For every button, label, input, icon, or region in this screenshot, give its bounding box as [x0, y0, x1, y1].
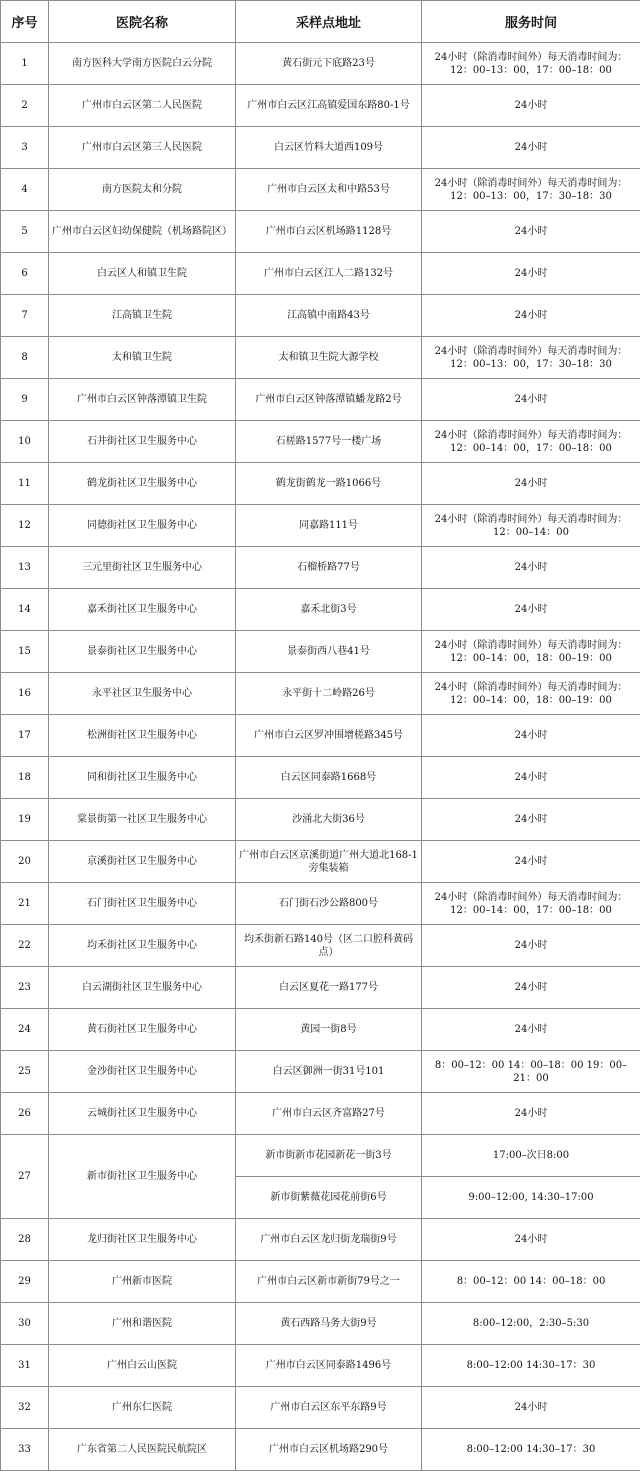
service-hours: 24小时 [422, 841, 640, 883]
sampling-address: 江高镇中南路43号 [236, 295, 422, 337]
sampling-address: 均禾街新石路140号（区二口腔科黄码点） [236, 925, 422, 967]
hospital-name: 广东省第二人民医院民航院区 [49, 1429, 236, 1471]
table-row [1, 421, 640, 463]
table-row [1, 211, 640, 253]
service-hours: 24小时 [422, 799, 640, 841]
sampling-address: 广州市白云区机场路290号 [236, 1429, 422, 1471]
table-row [1, 463, 640, 505]
hospital-name: 广州东仁医院 [49, 1387, 236, 1429]
hospital-name: 金沙街社区卫生服务中心 [49, 1051, 236, 1093]
row-index: 12 [1, 505, 49, 547]
service-hours: 24小时 [422, 379, 640, 421]
hospital-name: 均禾街社区卫生服务中心 [49, 925, 236, 967]
service-hours: 17:00–次日8:00 [422, 1135, 640, 1177]
sampling-address: 广州市白云区东平东路9号 [236, 1387, 422, 1429]
hospital-name: 广州白云山医院 [49, 1345, 236, 1387]
hospital-name: 棠景街第一社区卫生服务中心 [49, 799, 236, 841]
row-index: 7 [1, 295, 49, 337]
hospital-name: 江高镇卫生院 [49, 295, 236, 337]
service-hours: 24小时 [422, 253, 640, 295]
hospital-name: 广州市白云区钟落潭镇卫生院 [49, 379, 236, 421]
sampling-address: 广州市白云区太和中路53号 [236, 169, 422, 211]
table-row [1, 1345, 640, 1387]
service-hours: 24小时（除消毒时间外）每天消毒时间为：12：00–14：00，18：00–19：00 [422, 631, 640, 673]
sampling-address: 白云区御洲一街31号101 [236, 1051, 422, 1093]
sampling-address: 石门街石沙公路800号 [236, 883, 422, 925]
service-hours: 24小时（除消毒时间外）每天消毒时间为：12：00–13：00，17：00–18：00 [422, 43, 640, 85]
row-index: 11 [1, 463, 49, 505]
row-index: 13 [1, 547, 49, 589]
hospital-name: 龙归街社区卫生服务中心 [49, 1219, 236, 1261]
header-service-hours: 服务时间 [422, 1, 640, 43]
sampling-address: 广州市白云区齐富路27号 [236, 1093, 422, 1135]
table-row [1, 505, 640, 547]
header-sampling-address: 采样点地址 [236, 1, 422, 43]
table-row [1, 589, 640, 631]
hospital-name: 云城街社区卫生服务中心 [49, 1093, 236, 1135]
sampling-address: 黄石西路马务大街9号 [236, 1303, 422, 1345]
service-hours: 8:00–12:00，2:30–5:30 [422, 1303, 640, 1345]
table-body [1, 43, 640, 1471]
service-hours: 24小时（除消毒时间外）每天消毒时间为：12：00–14：00，17：00–18：00 [422, 883, 640, 925]
row-index: 23 [1, 967, 49, 1009]
table-row [1, 1261, 640, 1303]
service-hours: 24小时 [422, 127, 640, 169]
hospital-name: 新市街社区卫生服务中心 [49, 1135, 236, 1219]
sampling-address: 广州市白云区钟落潭镇蟠龙路2号 [236, 379, 422, 421]
table-row [1, 1387, 640, 1429]
table-row [1, 379, 640, 421]
row-index: 4 [1, 169, 49, 211]
table-row [1, 631, 640, 673]
row-index: 27 [1, 1135, 49, 1219]
row-index: 25 [1, 1051, 49, 1093]
hospital-name: 南方医院太和分院 [49, 169, 236, 211]
service-hours: 24小时 [422, 589, 640, 631]
row-index: 21 [1, 883, 49, 925]
row-index: 8 [1, 337, 49, 379]
sampling-address: 黄园一街8号 [236, 1009, 422, 1051]
service-hours: 8:00–12:00 14:30–17：30 [422, 1429, 640, 1471]
sampling-address: 黄石街元下底路23号 [236, 43, 422, 85]
hospital-name: 黄石街社区卫生服务中心 [49, 1009, 236, 1051]
row-index: 20 [1, 841, 49, 883]
service-hours: 24小时（除消毒时间外）每天消毒时间为：12：00–14：00，18：00–19：00 [422, 673, 640, 715]
row-index: 19 [1, 799, 49, 841]
hospital-name: 广州市白云区妇幼保健院（机场路院区） [49, 211, 236, 253]
row-index: 2 [1, 85, 49, 127]
hospital-name: 白云区人和镇卫生院 [49, 253, 236, 295]
sampling-address: 嘉禾北街3号 [236, 589, 422, 631]
service-hours: 24小时 [422, 85, 640, 127]
row-index: 30 [1, 1303, 49, 1345]
table-row [1, 967, 640, 1009]
hospital-name: 广州新市医院 [49, 1261, 236, 1303]
hospital-name: 嘉禾街社区卫生服务中心 [49, 589, 236, 631]
service-hours: 8：00–12：00 14：00–18：00 [422, 1261, 640, 1303]
row-index: 31 [1, 1345, 49, 1387]
row-index: 29 [1, 1261, 49, 1303]
hospital-name: 同德街社区卫生服务中心 [49, 505, 236, 547]
table-row [1, 1135, 640, 1177]
row-index: 16 [1, 673, 49, 715]
row-index: 26 [1, 1093, 49, 1135]
service-hours: 24小时（除消毒时间外）每天消毒时间为：12：00–14：00，17：00–18：00 [422, 421, 640, 463]
table-row [1, 673, 640, 715]
sampling-address: 鹤龙街鹤龙一路1066号 [236, 463, 422, 505]
row-index: 22 [1, 925, 49, 967]
hospital-name: 太和镇卫生院 [49, 337, 236, 379]
row-index: 9 [1, 379, 49, 421]
sampling-address: 景泰街西八巷41号 [236, 631, 422, 673]
row-index: 33 [1, 1429, 49, 1471]
row-index: 14 [1, 589, 49, 631]
sampling-address: 白云区夏花一路177号 [236, 967, 422, 1009]
table-row [1, 757, 640, 799]
service-hours: 24小时 [422, 211, 640, 253]
hospital-name: 石门街社区卫生服务中心 [49, 883, 236, 925]
service-hours: 24小时（除消毒时间外）每天消毒时间为：12：00–14：00 [422, 505, 640, 547]
service-hours: 24小时 [422, 1009, 640, 1051]
row-index: 6 [1, 253, 49, 295]
hospital-name: 松洲街社区卫生服务中心 [49, 715, 236, 757]
service-hours: 24小时 [422, 1387, 640, 1429]
table-row [1, 1051, 640, 1093]
table-row [1, 547, 640, 589]
service-hours: 24小时 [422, 967, 640, 1009]
table-row [1, 1303, 640, 1345]
service-hours: 24小时 [422, 463, 640, 505]
row-index: 17 [1, 715, 49, 757]
sampling-address: 白云区同泰路1668号 [236, 757, 422, 799]
hospital-name: 京溪街社区卫生服务中心 [49, 841, 236, 883]
service-hours: 24小时（除消毒时间外）每天消毒时间为：12：00–13：00，17：30–18：30 [422, 169, 640, 211]
service-hours: 24小时（除消毒时间外）每天消毒时间为：12：00–13：00，17：30–18：30 [422, 337, 640, 379]
hospital-name: 同和街社区卫生服务中心 [49, 757, 236, 799]
table-row [1, 85, 640, 127]
service-hours: 24小时 [422, 715, 640, 757]
sampling-address: 新市街新市花园新花一街3号 [236, 1135, 422, 1177]
sampling-address: 太和镇卫生院大源学校 [236, 337, 422, 379]
hospital-name: 广州市白云区第二人民医院 [49, 85, 236, 127]
row-index: 28 [1, 1219, 49, 1261]
header-hospital-name: 医院名称 [49, 1, 236, 43]
table-row [1, 127, 640, 169]
sampling-address: 石榴桥路77号 [236, 547, 422, 589]
table-row [1, 841, 640, 883]
hospital-name: 鹤龙街社区卫生服务中心 [49, 463, 236, 505]
sampling-address: 广州市白云区京溪街道广州大道北168-1旁集装箱 [236, 841, 422, 883]
table-row [1, 1009, 640, 1051]
hospital-name: 永平社区卫生服务中心 [49, 673, 236, 715]
sampling-address: 广州市白云区龙归街龙瑞街9号 [236, 1219, 422, 1261]
hospital-name: 南方医科大学南方医院白云分院 [49, 43, 236, 85]
sampling-address: 同嘉路111号 [236, 505, 422, 547]
service-hours: 24小时 [422, 757, 640, 799]
service-hours: 24小时 [422, 925, 640, 967]
service-hours: 24小时 [422, 295, 640, 337]
service-hours: 24小时 [422, 547, 640, 589]
sampling-address: 广州市白云区江人二路132号 [236, 253, 422, 295]
table-row [1, 295, 640, 337]
header-row [1, 1, 640, 43]
table-row [1, 1093, 640, 1135]
row-index: 24 [1, 1009, 49, 1051]
service-hours: 24小时 [422, 1093, 640, 1135]
sampling-address: 广州市白云区罗冲围增槎路345号 [236, 715, 422, 757]
table-row [1, 883, 640, 925]
sampling-address: 永平街十二岭路26号 [236, 673, 422, 715]
sampling-address: 沙涌北大街36号 [236, 799, 422, 841]
table-row [1, 715, 640, 757]
header-index: 序号 [1, 1, 49, 43]
service-hours-secondary: 9:00–12:00, 14:30–17:00 [422, 1177, 640, 1219]
service-hours: 24小时 [422, 1219, 640, 1261]
sampling-address: 广州市白云区新市新街79号之一 [236, 1261, 422, 1303]
table-row [1, 925, 640, 967]
row-index: 15 [1, 631, 49, 673]
row-index: 10 [1, 421, 49, 463]
sampling-address: 广州市白云区机场路1128号 [236, 211, 422, 253]
service-hours: 8：00–12：00 14：00–18：00 19：00–21：00 [422, 1051, 640, 1093]
hospital-name: 景泰街社区卫生服务中心 [49, 631, 236, 673]
hospital-name: 广州和谐医院 [49, 1303, 236, 1345]
row-index: 18 [1, 757, 49, 799]
sampling-address: 广州市白云区同泰路1496号 [236, 1345, 422, 1387]
sampling-address-secondary: 新市街紫薇花园花前街6号 [236, 1177, 422, 1219]
table-row [1, 1219, 640, 1261]
hospital-name: 三元里街社区卫生服务中心 [49, 547, 236, 589]
row-index: 1 [1, 43, 49, 85]
table-row [1, 1429, 640, 1471]
table-row [1, 253, 640, 295]
table-row [1, 799, 640, 841]
service-hours: 8:00–12:00 14:30–17：30 [422, 1345, 640, 1387]
row-index: 3 [1, 127, 49, 169]
hospital-name: 白云湖街社区卫生服务中心 [49, 967, 236, 1009]
sampling-address: 白云区竹料大道西109号 [236, 127, 422, 169]
table-row [1, 337, 640, 379]
sampling-address: 石槎路1577号一楼广场 [236, 421, 422, 463]
hospital-name: 石井街社区卫生服务中心 [49, 421, 236, 463]
table-row [1, 169, 640, 211]
hospital-name: 广州市白云区第三人民医院 [49, 127, 236, 169]
sampling-address: 广州市白云区江高镇爱国东路80-1号 [236, 85, 422, 127]
row-index: 32 [1, 1387, 49, 1429]
row-index: 5 [1, 211, 49, 253]
table-row [1, 43, 640, 85]
